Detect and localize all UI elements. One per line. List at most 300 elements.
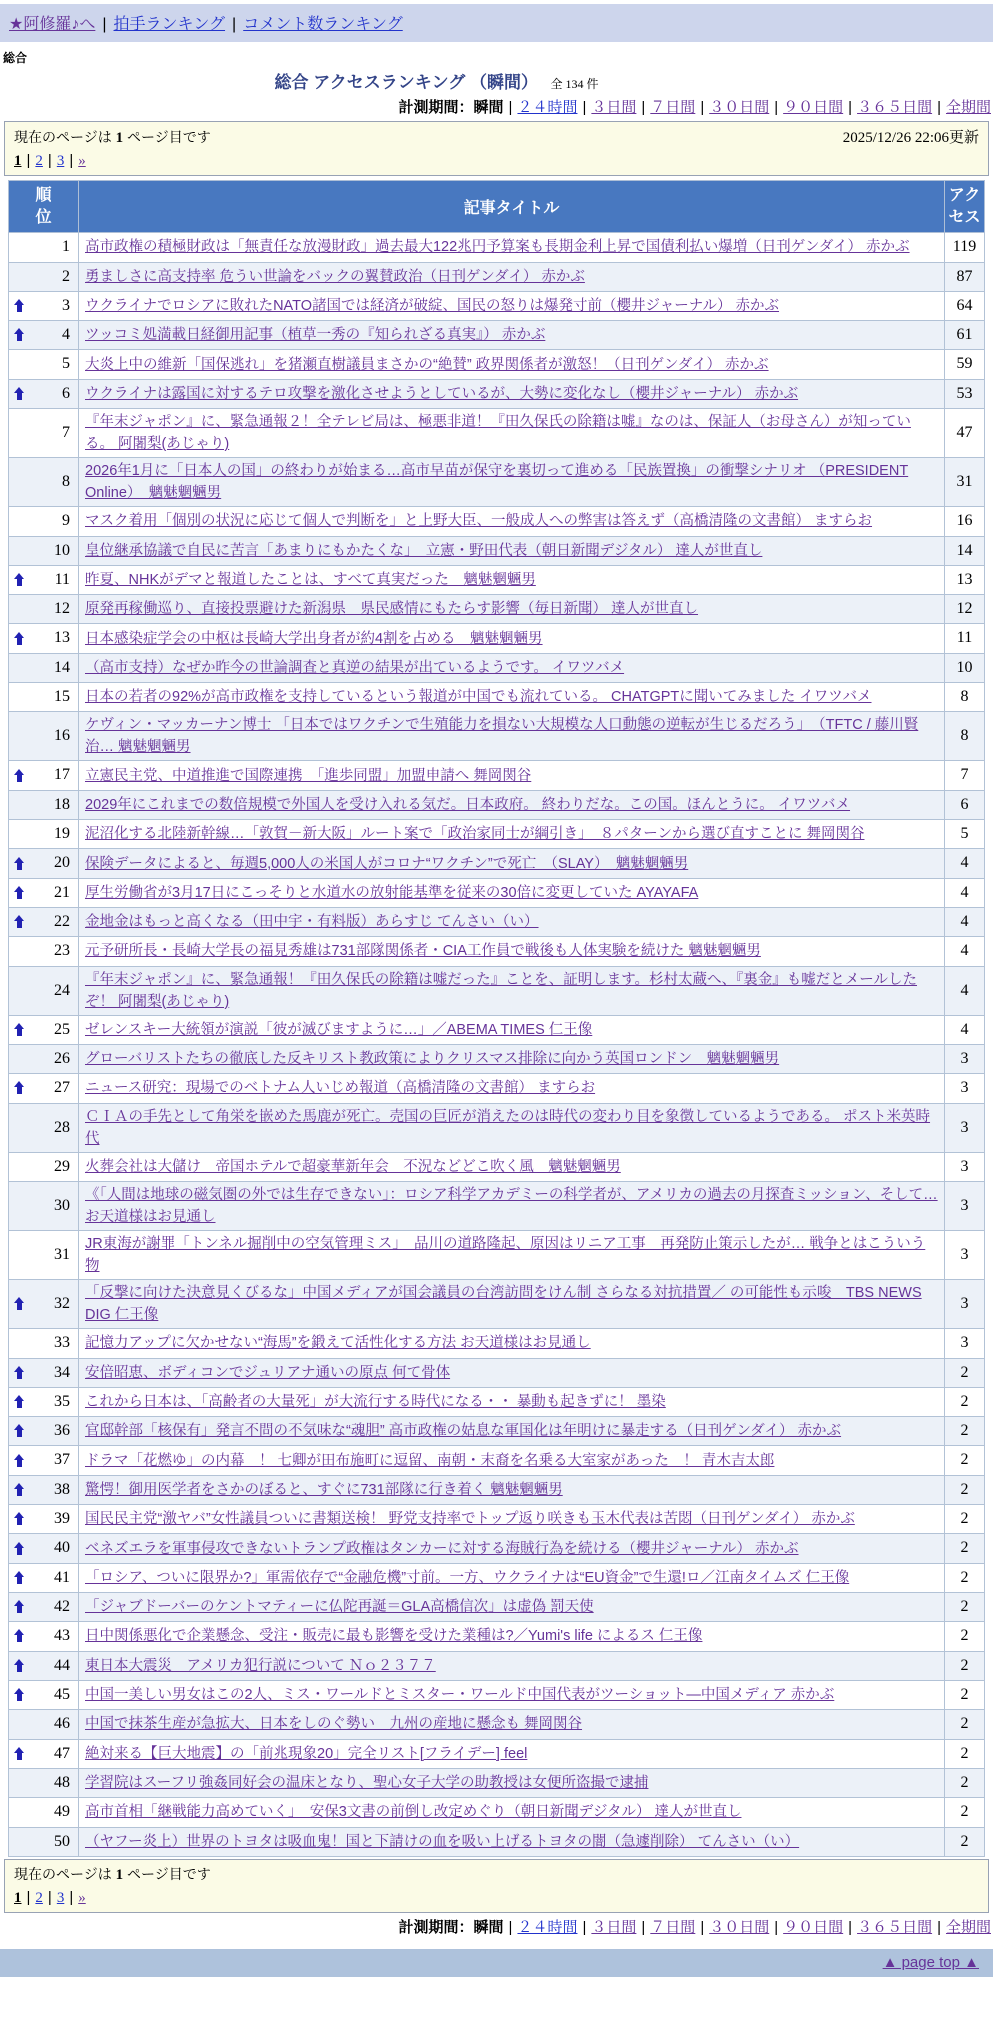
rank-number: 2 bbox=[62, 267, 70, 285]
title-cell bbox=[79, 1622, 945, 1651]
rank-cell bbox=[9, 1798, 79, 1827]
table-row bbox=[9, 1280, 985, 1329]
rank-up-arrow-icon bbox=[14, 1659, 25, 1673]
rank-cell bbox=[9, 565, 79, 594]
rank-number: 14 bbox=[54, 658, 70, 676]
rank-cell bbox=[9, 262, 79, 291]
rank-number: 42 bbox=[54, 1598, 70, 1615]
access-count: 119 bbox=[945, 233, 985, 262]
article-link[interactable]: 金地金はもっと高くなる（田中宇・有料版）あらすじ てんさい（い） bbox=[85, 914, 539, 931]
rank-cell bbox=[9, 820, 79, 849]
rank-cell bbox=[9, 1329, 79, 1358]
table-row bbox=[9, 1710, 985, 1739]
rank-cell bbox=[9, 966, 79, 1015]
title-cell bbox=[79, 790, 945, 819]
access-count: 10 bbox=[945, 653, 985, 682]
pagination-top bbox=[14, 152, 979, 170]
rank-up-arrow-icon bbox=[14, 1747, 25, 1761]
table-row bbox=[9, 820, 985, 849]
period-selector-top bbox=[0, 96, 991, 117]
column-header-access: アクセス bbox=[945, 181, 985, 233]
article-link[interactable]: これから日本は、「高齢者の大量死」が大流行する時代になる・・ 暴動も起きずに！ 墨染 bbox=[85, 1393, 666, 1410]
access-count: 8 bbox=[945, 712, 985, 761]
period-link[interactable]: ３日間 bbox=[591, 99, 637, 116]
page bbox=[0, 4, 993, 1977]
rank-up-arrow-icon bbox=[14, 1512, 25, 1526]
access-count: 87 bbox=[945, 262, 985, 291]
table-row bbox=[9, 1182, 985, 1231]
article-link[interactable]: 絶対来る【巨大地震】の「前兆現象20」完全リスト[フライデー] feel bbox=[85, 1745, 528, 1762]
rank-number: 16 bbox=[54, 727, 70, 745]
page-link[interactable]: 3 bbox=[56, 1889, 65, 1906]
rank-cell bbox=[9, 233, 79, 262]
total-count: 全 134 件 bbox=[550, 77, 599, 91]
period-separator: | bbox=[508, 1918, 513, 1936]
rank-number: 46 bbox=[54, 1715, 70, 1733]
article-link[interactable]: 保険データによると、毎週5,000人の米国人がコロナ“ワクチン”で死亡 （SLAY） 魑魅魍魎男 bbox=[85, 855, 689, 872]
table-row bbox=[9, 712, 985, 761]
table-row bbox=[9, 1358, 985, 1387]
access-count: 3 bbox=[945, 1045, 985, 1074]
page-separator: | bbox=[26, 152, 31, 169]
access-count: 2 bbox=[945, 1417, 985, 1446]
table-row bbox=[9, 458, 985, 507]
article-link[interactable]: 『年末ジャポン』に、緊急通報２！全テレビ局は、極悪非道！『田久保氏の除籍は嘘』なのは、保証人（お母さん）が知っている。 阿闍梨(あじゃり) bbox=[85, 414, 911, 453]
access-count: 2 bbox=[945, 1534, 985, 1563]
article-link[interactable]: 「反撃に向けた決意見くびるな」中国メディアが国会議員の台湾訪問をけん制 さらなる対抗措置／ の可能性も示唆 TBS NEWS DIG 仁王像 bbox=[85, 1285, 922, 1324]
table-row bbox=[9, 1798, 985, 1827]
article-link[interactable]: （ヤフー炎上）世界のトヨタは吸血鬼！国と下請けの血を吸い上げるトヨタの闇（急遽削除） てんさい（い） bbox=[85, 1833, 800, 1850]
page-current: 1 bbox=[14, 153, 22, 169]
period-label: 計測期間： bbox=[398, 99, 474, 116]
rank-number: 34 bbox=[54, 1363, 70, 1381]
rank-cell bbox=[9, 761, 79, 790]
rank-number: 41 bbox=[54, 1568, 70, 1586]
rank-number: 8 bbox=[62, 473, 70, 490]
rank-cell bbox=[9, 1280, 79, 1329]
table-row bbox=[9, 908, 985, 937]
page-link[interactable]: 3 bbox=[56, 153, 65, 169]
rank-up-arrow-icon bbox=[14, 857, 25, 871]
period-separator: | bbox=[700, 1918, 705, 1936]
title-cell bbox=[79, 653, 945, 682]
access-count: 6 bbox=[945, 790, 985, 819]
period-link[interactable]: ３０日間 bbox=[709, 1918, 770, 1936]
table-row bbox=[9, 1231, 985, 1280]
rank-cell bbox=[9, 790, 79, 819]
page-link[interactable]: 2 bbox=[35, 153, 43, 169]
article-link[interactable]: 「ロシア、ついに限界か?」軍需依存で“金融危機”寸前。一方、ウクライナは“EU資金”で生還!ロ／江南タイムズ 仁王像 bbox=[85, 1569, 850, 1586]
page-title: 総合 アクセスランキング （瞬間） bbox=[274, 73, 538, 92]
article-link[interactable]: 日中関係悪化で企業懸念、受注・販売に最も影響を受けた業種は?／Yumi's life によるス 仁王像 bbox=[85, 1628, 703, 1645]
access-count: 2 bbox=[945, 1798, 985, 1827]
rank-cell bbox=[9, 1231, 79, 1280]
access-count: 5 bbox=[945, 820, 985, 849]
article-link[interactable]: 驚愕！御用医学者をさかのぼると、すぐに731部隊に行き着く 魑魅魍魎男 bbox=[85, 1481, 563, 1498]
article-link[interactable]: 高市首相「継戦能力高めていく」 安保3文書の前倒し改定めぐり（朝日新聞デジタル） 達人が世直し bbox=[85, 1804, 742, 1821]
nav-separator: | bbox=[232, 16, 237, 33]
access-count: 2 bbox=[945, 1739, 985, 1768]
period-link[interactable]: ３６５日間 bbox=[857, 1918, 933, 1936]
rank-number: 22 bbox=[54, 913, 70, 930]
rank-number: 9 bbox=[62, 512, 70, 530]
period-separator: | bbox=[582, 99, 587, 116]
access-count: 2 bbox=[945, 1710, 985, 1739]
table-header-row bbox=[9, 181, 985, 233]
title-cell bbox=[79, 565, 945, 594]
rank-number: 30 bbox=[54, 1196, 70, 1214]
period-link[interactable]: ９０日間 bbox=[783, 99, 844, 116]
article-link[interactable]: 学習院はスーフリ強姦同好会の温床となり、聖心女子大学の助教授は女便所盗撮で逮捕 bbox=[85, 1775, 649, 1792]
rank-cell bbox=[9, 1827, 79, 1856]
period-separator: | bbox=[641, 99, 646, 116]
title-cell bbox=[79, 1446, 945, 1475]
title-cell bbox=[79, 1827, 945, 1856]
column-header-title: 記事タイトル bbox=[79, 181, 945, 233]
title-cell bbox=[79, 536, 945, 565]
rank-cell bbox=[9, 1015, 79, 1044]
title-cell bbox=[79, 878, 945, 907]
rank-number: 27 bbox=[54, 1079, 70, 1097]
current-page-text: 現在のページは 1 ページ目です bbox=[14, 1865, 211, 1883]
rank-number: 43 bbox=[54, 1627, 70, 1645]
title-cell bbox=[79, 379, 945, 408]
rank-up-arrow-icon bbox=[14, 1454, 25, 1468]
rank-number: 33 bbox=[54, 1334, 70, 1352]
rank-cell bbox=[9, 1074, 79, 1103]
article-link[interactable]: 大炎上中の維新「国保逃れ」を猪瀬直樹議員まさかの“絶賛” 政界関係者が激怒！（日刊ゲンダイ） 赤かぶ bbox=[85, 356, 769, 373]
rank-number: 15 bbox=[54, 688, 70, 706]
page-link[interactable]: » bbox=[78, 1889, 86, 1906]
article-link[interactable]: 官邸幹部「核保有」発言不問の不気味な“魂胆” 高市政権の姑息な軍国化は年明けに暴走する（日刊ゲンダイ） 赤かぶ bbox=[85, 1423, 842, 1440]
rank-up-arrow-icon bbox=[14, 1542, 25, 1556]
table-row bbox=[9, 1563, 985, 1592]
article-link[interactable]: ニュース研究：現場でのベトナム人いじめ報道（高橋清隆の文書館） ますらお bbox=[85, 1080, 596, 1097]
section-label: 総合 bbox=[3, 51, 28, 65]
rank-number: 20 bbox=[54, 854, 70, 872]
access-count: 3 bbox=[945, 1074, 985, 1103]
article-link[interactable]: 安倍昭恵、ボディコンでジュリアナ通いの原点 何て骨体 bbox=[85, 1364, 451, 1381]
table-row bbox=[9, 1622, 985, 1651]
table-row bbox=[9, 595, 985, 624]
top-nav bbox=[0, 4, 993, 42]
rank-cell bbox=[9, 712, 79, 761]
title-cell bbox=[79, 1358, 945, 1387]
table-row bbox=[9, 1739, 985, 1768]
access-count: 2 bbox=[945, 1387, 985, 1416]
period-current: 瞬間 bbox=[473, 1918, 504, 1936]
article-link[interactable]: 原発再稼働巡り、直接投票避けた新潟県 県民感情にもたらす影響（毎日新聞） 達人が世直し bbox=[85, 601, 699, 618]
period-link[interactable]: ７日間 bbox=[650, 1918, 696, 1936]
rank-number: 36 bbox=[54, 1422, 70, 1440]
period-separator: | bbox=[848, 99, 853, 116]
table-row bbox=[9, 683, 985, 712]
article-link[interactable]: ＣＩＡの手先として角栄を嵌めた馬鹿が死亡。売国の巨匠が消えたのは時代の変わり目を象徴しているようである。 ポスト米英時代 bbox=[85, 1108, 931, 1147]
title-cell bbox=[79, 1387, 945, 1416]
rank-up-arrow-icon bbox=[14, 299, 25, 313]
article-link[interactable]: 東日本大震災＿アメリカ犯行説について Ｎｏ２３７７ bbox=[85, 1657, 436, 1674]
access-count: 4 bbox=[945, 908, 985, 937]
article-link[interactable]: 国民民主党“激ヤバ”女性議員ついに書類送検！ 野党支持率でトップ返り咲きも玉木代表は苦悶（日刊ゲンダイ） 赤かぶ bbox=[85, 1511, 855, 1528]
access-count: 3 bbox=[945, 1231, 985, 1280]
title-cell bbox=[79, 712, 945, 761]
rank-cell bbox=[9, 908, 79, 937]
rank-number: 45 bbox=[54, 1685, 70, 1703]
rank-number: 3 bbox=[62, 296, 70, 314]
table-row bbox=[9, 321, 985, 350]
table-row bbox=[9, 1505, 985, 1534]
table-row bbox=[9, 536, 985, 565]
table-row bbox=[9, 565, 985, 594]
rank-cell bbox=[9, 350, 79, 379]
article-link[interactable]: グローバリストたちの徹底した反キリスト教政策によりクリスマス排除に向かう英国ロンドン 魑魅魍魎男 bbox=[85, 1051, 780, 1068]
access-count: 4 bbox=[945, 966, 985, 1015]
rank-cell bbox=[9, 291, 79, 320]
period-link[interactable]: ２４時間 bbox=[517, 99, 578, 116]
article-link[interactable]: ドラマ「花燃ゆ」の内幕 ！ 七卿が田布施町に逗留、南朝・末裔を名乗る大室家があった ！ 青木吉太郎 bbox=[85, 1452, 775, 1469]
article-link[interactable]: 《「人間は地球の磁気圏の外では生存できない」：ロシア科学アカデミーの科学者が、アメリカの過去の月探査ミッション、そして… お天道様はお見通し bbox=[85, 1187, 938, 1226]
access-count: 14 bbox=[945, 536, 985, 565]
rank-number: 23 bbox=[54, 942, 70, 960]
rank-cell bbox=[9, 1358, 79, 1387]
access-count: 61 bbox=[945, 321, 985, 350]
table-row bbox=[9, 1015, 985, 1044]
article-link[interactable]: 昨夏、NHKがデマと報道したことは、すべて真実だった 魑魅魍魎男 bbox=[85, 571, 536, 588]
title-cell bbox=[79, 1015, 945, 1044]
table-row bbox=[9, 1534, 985, 1563]
rank-cell bbox=[9, 878, 79, 907]
title-cell bbox=[79, 1798, 945, 1827]
current-page-number: 1 bbox=[115, 1866, 124, 1883]
period-link[interactable]: ３６５日間 bbox=[857, 99, 933, 116]
article-link[interactable]: ツッコミ処満載日経御用記事（植草一秀の『知られざる真実』） 赤かぶ bbox=[85, 327, 546, 344]
rank-number: 4 bbox=[62, 326, 70, 344]
access-count: 2 bbox=[945, 1680, 985, 1709]
rank-number: 17 bbox=[54, 766, 70, 784]
article-link[interactable]: JR東海が謝罪「トンネル掘削中の空気管理ミス」 品川の道路隆起、原因はリニア工事 再発防止策示したが… 戦争とはこういう物 bbox=[85, 1236, 926, 1275]
article-link[interactable]: 中国で抹茶生産が急拡大、日本をしのぐ勢い 九州の産地に懸念も 舞岡関谷 bbox=[85, 1716, 583, 1733]
rank-up-arrow-icon bbox=[14, 328, 25, 342]
title-cell bbox=[79, 966, 945, 1015]
rank-cell bbox=[9, 1768, 79, 1797]
article-link[interactable]: 記憶力アップに欠かせない“海馬”を鍛えて活性化する方法 お天道様はお見通し bbox=[85, 1335, 591, 1352]
access-count: 59 bbox=[945, 350, 985, 379]
access-count: 2 bbox=[945, 1475, 985, 1504]
access-count: 64 bbox=[945, 291, 985, 320]
access-count: 3 bbox=[945, 1329, 985, 1358]
nav-link-comment-ranking[interactable]: コメント数ランキング bbox=[243, 16, 403, 33]
table-row bbox=[9, 1475, 985, 1504]
period-separator: | bbox=[848, 1918, 853, 1936]
article-link[interactable]: ウクライナでロシアに敗れたNATO諸国では経済が破綻、国民の怒りは爆発寸前（櫻井ジャーナル） 赤かぶ bbox=[85, 297, 780, 314]
period-separator: | bbox=[774, 99, 779, 116]
rank-number: 6 bbox=[62, 384, 70, 402]
title-cell bbox=[79, 937, 945, 966]
article-link[interactable]: 「ジャブドーバーのケントマティーに仏陀再誕＝GLA高橋信次」は虚偽 罰天使 bbox=[85, 1599, 594, 1616]
article-link[interactable]: マスク着用「個別の状況に応じて個人で判断を」と上野大臣、一般成人への弊害は答えず（高橋清隆の文書館） ますらお bbox=[85, 513, 873, 530]
rank-number: 11 bbox=[54, 570, 70, 588]
access-count: 2 bbox=[945, 1622, 985, 1651]
title-cell bbox=[79, 1651, 945, 1680]
rank-cell bbox=[9, 1505, 79, 1534]
article-link[interactable]: 2029年にこれまでの数倍規模で外国人を受け入れる気だ。日本政府。 終わりだな。この国。ほんとうに。 イワツバメ bbox=[85, 796, 851, 813]
rank-up-arrow-icon bbox=[14, 1424, 25, 1438]
rank-up-arrow-icon bbox=[14, 387, 25, 401]
title-line bbox=[0, 68, 873, 93]
period-current: 瞬間 bbox=[473, 99, 504, 116]
rank-cell bbox=[9, 1622, 79, 1651]
rank-up-arrow-icon bbox=[14, 769, 25, 783]
rank-number: 29 bbox=[54, 1157, 70, 1175]
period-link[interactable]: ７日間 bbox=[650, 99, 696, 116]
table-row bbox=[9, 624, 985, 653]
article-link[interactable]: 日本感染症学会の中枢は長崎大学出身者が約4割を占める 魑魅魍魎男 bbox=[85, 630, 543, 647]
rank-cell bbox=[9, 624, 79, 653]
article-link[interactable]: 『年末ジャポン』に、緊急通報！『田久保氏の除籍は嘘だった』ことを、証明します。杉村太蔵へ、『裏金』も嘘だとメールしたぞ！ 阿闍梨(あじゃり) bbox=[85, 971, 918, 1010]
title-cell bbox=[79, 595, 945, 624]
title-cell bbox=[79, 1534, 945, 1563]
rank-up-arrow-icon bbox=[14, 886, 25, 900]
period-link[interactable]: 全期間 bbox=[945, 99, 991, 116]
rank-cell bbox=[9, 653, 79, 682]
access-count: 4 bbox=[945, 937, 985, 966]
title-cell bbox=[79, 507, 945, 536]
title-cell bbox=[79, 409, 945, 458]
pagination-bottom bbox=[14, 1889, 979, 1907]
rank-number: 10 bbox=[54, 541, 70, 559]
footer-bar bbox=[0, 1949, 993, 1977]
ranking-table bbox=[8, 180, 985, 1857]
article-link[interactable]: 泥沼化する北陸新幹線…「敦賀－新大阪」ルート案で「政治家同士が綱引き」 ８パターンから選び直すことに 舞岡関谷 bbox=[85, 826, 865, 843]
rank-number: 28 bbox=[54, 1118, 70, 1136]
period-link[interactable]: ３日間 bbox=[591, 1918, 637, 1936]
title-cell bbox=[79, 458, 945, 507]
table-row bbox=[9, 1651, 985, 1680]
article-link[interactable]: （高市支持）なぜか昨今の世論調査と真逆の結果が出ているようです。 イワツバメ bbox=[85, 659, 625, 676]
page-link[interactable]: » bbox=[78, 153, 86, 169]
article-link[interactable]: 元予研所長・長崎大学長の福見秀雄は731部隊関係者・CIA工作員で戦後も人体実験を続けた 魑魅魍魎男 bbox=[85, 943, 761, 960]
period-link[interactable]: ３０日間 bbox=[709, 99, 770, 116]
title-cell bbox=[79, 1593, 945, 1622]
title-cell bbox=[79, 1045, 945, 1074]
period-separator: | bbox=[937, 99, 941, 116]
page-link[interactable]: 2 bbox=[35, 1889, 43, 1906]
current-page-text: 現在のページは 1 ページ目です bbox=[14, 128, 211, 146]
nav-link-clap-ranking[interactable]: 拍手ランキング bbox=[113, 16, 226, 33]
article-link[interactable]: ケヴィン・マッカーナン博士 「日本ではワクチンで生殖能力を損ない大規模な人口動態の逆転が生じるだろう」 （TFTC / 藤川賢治… 魑魅魍魎男 bbox=[85, 717, 919, 756]
rank-cell bbox=[9, 409, 79, 458]
period-link[interactable]: ９０日間 bbox=[783, 1918, 844, 1936]
rank-cell bbox=[9, 1739, 79, 1768]
rank-cell bbox=[9, 536, 79, 565]
article-link[interactable]: 皇位継承協議で自民に苦言「あまりにもかたくな」 立憲・野田代表（朝日新聞デジタル） 達人が世直し bbox=[85, 542, 763, 559]
title-cell bbox=[79, 1680, 945, 1709]
rank-cell bbox=[9, 1152, 79, 1181]
rank-number: 48 bbox=[54, 1773, 70, 1791]
rank-number: 49 bbox=[54, 1803, 70, 1821]
rank-number: 26 bbox=[54, 1050, 70, 1067]
title-cell bbox=[79, 1074, 945, 1103]
article-link[interactable]: ベネズエラを軍事侵攻できないトランプ政権はタンカーに対する海賊行為を続ける（櫻井ジャーナル） 赤かぶ bbox=[85, 1540, 799, 1557]
title-cell bbox=[79, 820, 945, 849]
rank-number: 37 bbox=[54, 1451, 70, 1469]
page-top-link[interactable]: ▲ page top ▲ bbox=[882, 1953, 979, 1971]
period-separator: | bbox=[937, 1918, 941, 1936]
table-row bbox=[9, 409, 985, 458]
title-cell bbox=[79, 1475, 945, 1504]
rank-number: 13 bbox=[54, 629, 70, 647]
nav-link-asyura-home[interactable]: ★阿修羅♪へ bbox=[9, 16, 96, 33]
table-row bbox=[9, 937, 985, 966]
article-link[interactable]: 2026年1月に「日本人の国」の終わりが始まる…高市早苗が保守を裏切って進める「民族置換」の衝撃シナリオ （PRESIDENT Online） 魑魅魍魎男 bbox=[85, 463, 909, 502]
article-link[interactable]: 中国一美しい男女はこの2人、ミス・ワールドとミスター・ワールド中国代表がツーショット―中国メディア 赤かぶ bbox=[85, 1687, 835, 1704]
table-row bbox=[9, 291, 985, 320]
table-row bbox=[9, 761, 985, 790]
page-separator: | bbox=[69, 152, 74, 169]
rank-cell bbox=[9, 1387, 79, 1416]
title-cell bbox=[79, 262, 945, 291]
access-count: 3 bbox=[945, 1182, 985, 1231]
period-link[interactable]: ２４時間 bbox=[517, 1918, 578, 1936]
article-link[interactable]: ゼレンスキー大統領が演説「彼が滅びますように…」／ABEMA TIMES 仁王像 bbox=[85, 1021, 593, 1038]
title-cell bbox=[79, 1710, 945, 1739]
rank-cell bbox=[9, 1680, 79, 1709]
title-cell bbox=[79, 1563, 945, 1592]
table-row bbox=[9, 1074, 985, 1103]
rank-number: 44 bbox=[54, 1656, 70, 1674]
title-cell bbox=[79, 321, 945, 350]
access-count: 3 bbox=[945, 1280, 985, 1329]
rank-up-arrow-icon bbox=[14, 915, 25, 929]
rank-number: 47 bbox=[54, 1744, 70, 1762]
table-row bbox=[9, 1387, 985, 1416]
article-link[interactable]: 勇ましさに高支持率 危うい世論をバックの翼賛政治（日刊ゲンダイ） 赤かぶ bbox=[85, 268, 585, 285]
title-cell bbox=[79, 1417, 945, 1446]
rank-number: 19 bbox=[54, 825, 70, 843]
rank-cell bbox=[9, 1103, 79, 1152]
period-separator: | bbox=[582, 1918, 587, 1936]
access-count: 8 bbox=[945, 683, 985, 712]
title-cell bbox=[79, 683, 945, 712]
access-count: 7 bbox=[945, 761, 985, 790]
article-link[interactable]: 火葬会社は大儲け 帝国ホテルで超豪華新年会 不況などどこ吹く風 魑魅魍魎男 bbox=[85, 1158, 621, 1175]
access-count: 2 bbox=[945, 1651, 985, 1680]
rank-number: 32 bbox=[54, 1295, 70, 1312]
page-separator: | bbox=[47, 152, 52, 169]
article-link[interactable]: 高市政権の積極財政は「無責任な放漫財政」過去最大122兆円予算案も長期金利上昇で国債利払い爆増（日刊ゲンダイ） 赤かぶ bbox=[85, 239, 910, 256]
access-count: 3 bbox=[945, 1152, 985, 1181]
rank-number: 25 bbox=[54, 1020, 70, 1038]
article-link[interactable]: 立憲民主党、中道推進で国際連携 「進歩同盟」加盟申請へ 舞岡関谷 bbox=[85, 767, 532, 784]
article-link[interactable]: ウクライナは露国に対するテロ攻撃を激化させようとしているが、大勢に変化なし（櫻井ジャーナル） 赤かぶ bbox=[85, 385, 799, 402]
title-cell bbox=[79, 1152, 945, 1181]
period-link[interactable]: 全期間 bbox=[945, 1918, 991, 1936]
rank-number: 39 bbox=[54, 1510, 70, 1528]
access-count: 4 bbox=[945, 849, 985, 878]
rank-up-arrow-icon bbox=[14, 1571, 25, 1585]
article-link[interactable]: 日本の若者の92%が高市政権を支持しているという報道が中国でも流れている。 CHATGPTに聞いてみました イワツバメ bbox=[85, 689, 872, 706]
table-row bbox=[9, 1827, 985, 1856]
table-row bbox=[9, 1593, 985, 1622]
access-count: 13 bbox=[945, 565, 985, 594]
table-row bbox=[9, 1329, 985, 1358]
title-cell bbox=[79, 908, 945, 937]
rank-up-arrow-icon bbox=[14, 632, 25, 646]
table-row bbox=[9, 1680, 985, 1709]
access-count: 2 bbox=[945, 1768, 985, 1797]
rank-cell bbox=[9, 458, 79, 507]
article-link[interactable]: 厚生労働省が3月17日にこっそりと水道水の放射能基準を従来の30倍に変更していた AYAYAFA bbox=[85, 884, 699, 901]
